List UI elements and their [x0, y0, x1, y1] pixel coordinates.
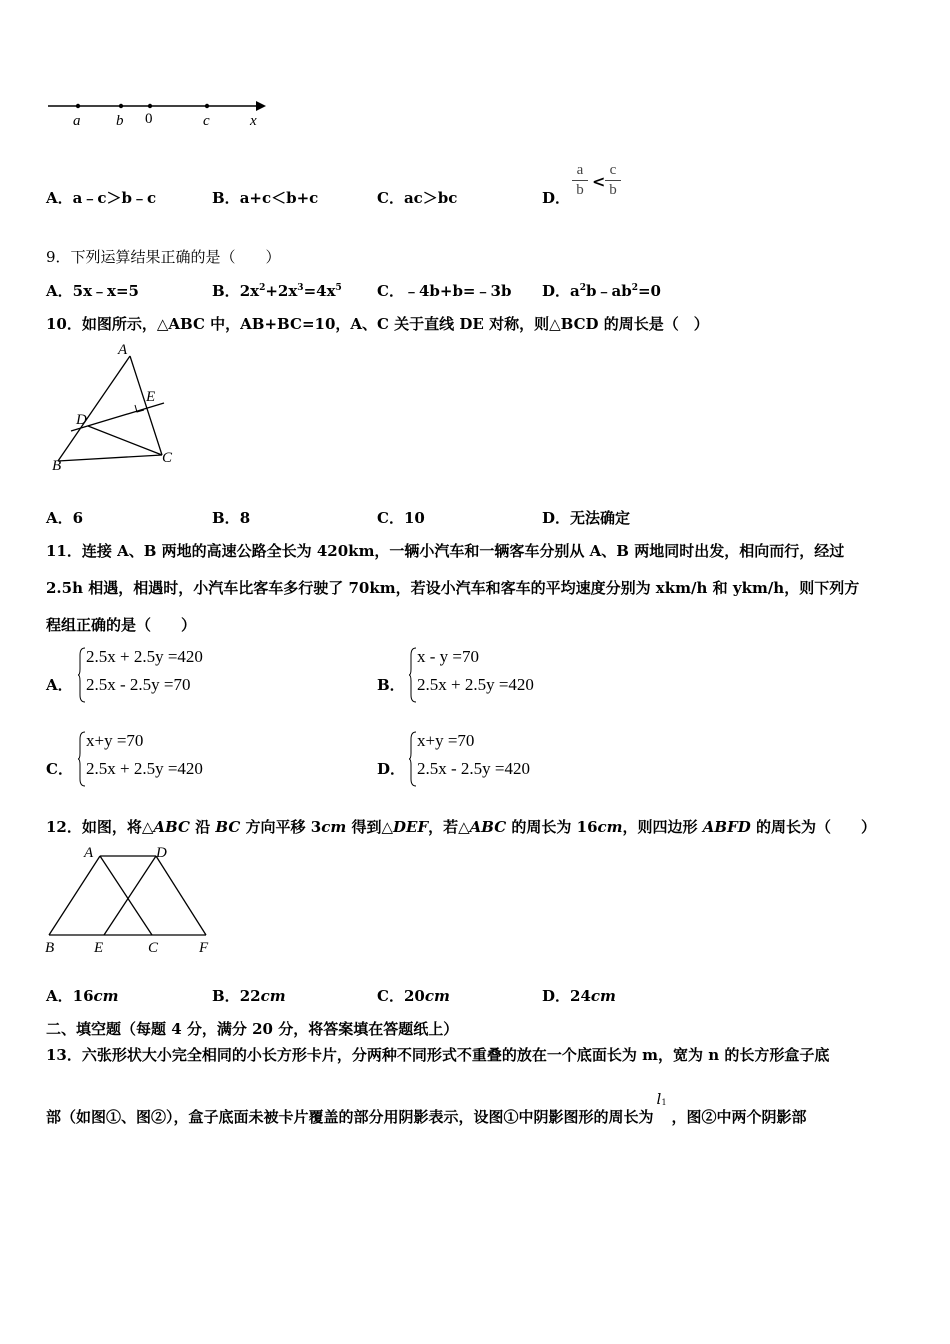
option-letter: A． — [46, 509, 73, 527]
q13-line2 — [46, 1090, 807, 1127]
option-letter: C． — [377, 282, 404, 300]
q8-option-d[interactable] — [542, 187, 570, 208]
stem-text: 沿 — [189, 818, 216, 836]
label-c: c — [203, 113, 210, 129]
segment-ab — [49, 856, 100, 935]
point-b — [119, 104, 123, 108]
equation-2: 2.5x + 2.5y =420 — [417, 675, 534, 694]
option-unit: cm — [260, 987, 286, 1005]
label-x: x — [250, 113, 257, 129]
segment-dc — [88, 426, 162, 455]
option-text: 无法确定 — [570, 509, 631, 527]
stem-text: 部（如图①、图②），盒子底面未被卡片覆盖的部分用阴影表示，设图①中阴影图形的周长为 — [46, 1108, 654, 1126]
q11-stem-line2: 2.5h 相遇，相遇时，小汽车比客车多行驶了 70km，若设小汽车和客车的平均速度分别为 xkm/h 和 ykm/h，则下列方 — [46, 579, 860, 597]
option-text: 24 — [570, 987, 591, 1005]
q12-option-d[interactable] — [542, 985, 616, 1006]
option-letter: A． — [46, 282, 73, 300]
option-letter: D． — [542, 282, 571, 300]
label-E: E — [146, 389, 156, 405]
segment-ac — [100, 856, 152, 935]
stem-math: cm — [597, 818, 623, 836]
superscript: 2 — [259, 283, 266, 293]
segment-de — [104, 856, 156, 935]
q12-stem — [46, 816, 876, 837]
fraction-numerator: a — [576, 162, 584, 178]
equation-1: x+y =70 — [417, 731, 475, 750]
q9-option-c[interactable] — [377, 280, 511, 301]
label-C: C — [148, 940, 159, 956]
q8-d-fraction-c-b — [605, 162, 621, 199]
fraction-denominator: b — [609, 182, 617, 198]
option-unit: cm — [424, 987, 450, 1005]
fraction-numerator: c — [609, 162, 617, 178]
label-a: a — [73, 113, 81, 129]
q9-option-a[interactable] — [46, 280, 139, 301]
option-text: 20 — [403, 987, 425, 1005]
equation-1: x - y =70 — [417, 647, 479, 666]
equation-1: 2.5x + 2.5y =420 — [86, 647, 203, 666]
option-text: 8 — [239, 509, 251, 527]
stem-text: ，若△ — [428, 818, 470, 836]
label-0: 0 — [145, 111, 153, 127]
number-line-figure — [44, 96, 274, 132]
stem-text: ，则四边形 — [622, 818, 703, 836]
option-text: 16 — [72, 987, 94, 1005]
label-A: A — [84, 845, 94, 861]
option-text: =4x — [303, 282, 336, 300]
option-text: b﹣ab — [586, 282, 632, 300]
option-unit: cm — [590, 987, 616, 1005]
superscript: 2 — [579, 283, 587, 293]
option-text: +2x — [265, 282, 298, 300]
stem-math: DEF — [393, 818, 429, 836]
option-letter: B． — [212, 987, 240, 1005]
q11-option-b-letter[interactable]: B． — [377, 676, 405, 694]
option-letter: B． — [212, 189, 240, 207]
stem-text: 方向平移 3 — [240, 818, 322, 836]
q10-stem: 10．如图所示，△ABC 中，AB+BC=10，A、C 关于直线 DE 对称，则△BCD 的周长是（ ） — [46, 315, 709, 333]
option-letter: C． — [377, 509, 404, 527]
equation-1: x+y =70 — [86, 731, 144, 750]
brace-icon — [78, 731, 86, 787]
q8-option-c[interactable] — [377, 187, 457, 208]
q8-d-less-than: < — [592, 172, 606, 191]
point-c — [205, 104, 209, 108]
option-letter: B． — [212, 509, 240, 527]
option-text: =0 — [637, 282, 661, 300]
stem-text: ，图②中两个阴影部 — [671, 1108, 807, 1126]
q11-option-a-letter[interactable]: A． — [46, 676, 73, 694]
equation-2: 2.5x + 2.5y =420 — [86, 759, 203, 778]
option-text: a+c＜b+c — [239, 189, 319, 207]
q12-option-a[interactable] — [46, 985, 119, 1006]
q8-option-a[interactable] — [46, 187, 156, 208]
option-letter: C． — [377, 987, 404, 1005]
fraction-bar — [605, 180, 621, 181]
option-text: 6 — [72, 509, 84, 527]
option-text: ﹣4b+b=﹣3b — [403, 282, 512, 300]
option-text: a﹣c＞b﹣c — [72, 189, 157, 207]
option-letter: D． — [542, 987, 571, 1005]
label-B: B — [45, 940, 55, 956]
stem-math: ABFD — [702, 818, 751, 836]
label-B: B — [52, 458, 62, 474]
q12-option-b[interactable] — [212, 985, 286, 1006]
section-heading: 二、填空题（每题 4 分，满分 20 分，将答案填在答题纸上） — [46, 1020, 459, 1038]
l-letter: l — [656, 1090, 662, 1108]
brace-icon — [409, 647, 417, 703]
equation-2: 2.5x - 2.5y =420 — [417, 759, 530, 778]
q10-option-d[interactable] — [542, 507, 630, 528]
label-b: b — [116, 113, 124, 129]
label-E: E — [94, 940, 104, 956]
point-a — [76, 104, 80, 108]
q11-stem-line1: 11．连接 A、B 两地的高速公路全长为 420km，一辆小汽车和一辆客车分别从 A、B 两地同时出发，相向而行，经过 — [46, 542, 845, 560]
label-A: A — [118, 342, 128, 358]
brace-icon — [78, 647, 86, 703]
q10-option-c[interactable] — [377, 507, 425, 528]
q9-option-b[interactable] — [212, 280, 342, 301]
l-subscript: 1 — [661, 1098, 667, 1107]
q10-option-a[interactable] — [46, 507, 83, 528]
right-angle-mark — [135, 405, 144, 412]
stem-math: BC — [215, 818, 241, 836]
option-letter: B． — [212, 282, 240, 300]
q11-stem-line3: 程组正确的是（ ） — [46, 616, 197, 634]
q9-stem: 9．下列运算结果正确的是（ ） — [46, 248, 281, 266]
q11-option-c-letter[interactable]: C． — [46, 760, 73, 778]
equation-2: 2.5x - 2.5y =70 — [86, 675, 191, 694]
number-line-arrow — [256, 101, 266, 111]
label-D: D — [156, 845, 167, 861]
option-letter: A． — [46, 987, 73, 1005]
q13-line1: 13．六张形状大小完全相同的小长方形卡片，分两种不同形式不重叠的放在一个底面长为 m，宽为 n 的长方形盒子底 — [46, 1046, 830, 1064]
stem-text: 12．如图，将△ — [46, 818, 154, 836]
stem-math: cm — [321, 818, 347, 836]
superscript: 5 — [335, 283, 342, 293]
option-letter: D． — [542, 509, 571, 527]
label-C: C — [162, 450, 173, 466]
option-unit: cm — [93, 987, 119, 1005]
option-text: 22 — [239, 987, 261, 1005]
segment-bc — [58, 455, 162, 461]
l1-symbol — [654, 1090, 672, 1122]
option-letter: D． — [542, 189, 571, 207]
option-text: ac＞bc — [403, 189, 458, 207]
brace-icon — [409, 731, 417, 787]
superscript: 3 — [297, 283, 304, 293]
point-0 — [148, 104, 152, 108]
label-D: D — [76, 412, 87, 428]
stem-math: ABC — [469, 818, 507, 836]
q12-option-c[interactable] — [377, 985, 450, 1006]
q9-option-d[interactable] — [542, 280, 661, 301]
stem-math: ABC — [153, 818, 190, 836]
option-letter: C． — [377, 189, 404, 207]
q8-option-b[interactable] — [212, 187, 318, 208]
option-text: a — [570, 282, 580, 300]
option-letter: A． — [46, 189, 73, 207]
option-text: 10 — [403, 509, 425, 527]
superscript: 2 — [631, 283, 638, 293]
option-text: 2x — [239, 282, 260, 300]
translation-figure — [44, 842, 219, 958]
stem-text: 的周长为 16 — [506, 818, 598, 836]
q11-option-d-letter[interactable]: D． — [377, 760, 406, 778]
q10-option-b[interactable] — [212, 507, 250, 528]
fraction-denominator: b — [576, 182, 584, 198]
label-F: F — [199, 940, 209, 956]
fraction-bar — [572, 180, 588, 181]
q8-d-fraction-a-b — [572, 162, 588, 199]
segment-ab — [58, 356, 130, 461]
option-text: 5x﹣x=5 — [72, 282, 139, 300]
segment-df — [156, 856, 206, 935]
stem-text: 的周长为（ ） — [750, 818, 876, 836]
stem-text: 得到△ — [346, 818, 393, 836]
triangle-figure — [46, 338, 196, 478]
